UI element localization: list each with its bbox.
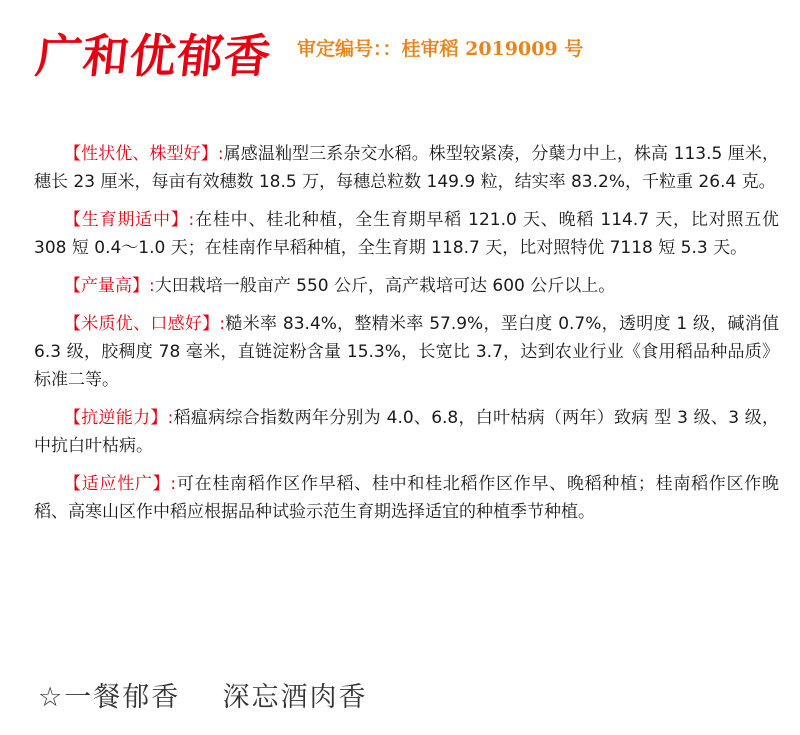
paragraph-growth-period	[34, 206, 779, 262]
paragraph-heading: 【抗逆能力】:	[64, 408, 174, 428]
paragraph-resistance	[34, 404, 779, 460]
paragraph-text: 属感温籼型三系杂交水稻。株型较紧凑，分蘖力中上，株高 113.5 厘米，穗长 23 厘米，每亩有效穗数 18.5 万，每穗总粒数 149.9 粒，结实率 83.2%，千粒重 26.4 克。	[34, 144, 779, 192]
paragraph-yield	[34, 272, 779, 300]
paragraph-heading: 【生育期适中】:	[64, 210, 195, 230]
paragraph-text: 大田栽培一般亩产 550 公斤，高产栽培可达 600 公斤以上。	[154, 276, 616, 296]
paragraph-text: 可在桂南稻作区作早稻、桂中和桂北稻作区作早、晚稻种植；桂南稻作区作晚稻、高寒山区作中稻应根据品种试验示范生育期选择适宜的种植季节种植。	[34, 474, 779, 522]
paragraph-adaptability	[34, 470, 779, 526]
product-title: 广和优郁香	[33, 29, 274, 83]
slogan: ☆一餐郁香 深忘酒肉香	[38, 682, 368, 713]
paragraph-heading: 【米质优、口感好】:	[64, 314, 226, 334]
paragraph-text: 糙米率 83.4%，整精米率 57.9%，垩白度 0.7%，透明度 1 级，碱消值 6.3 级，胶稠度 78 毫米，直链淀粉含量 15.3%，长宽比 3.7，达到农业行业《食用稻品种品质》标准二等。	[34, 314, 779, 390]
paragraph-text: 在桂中、桂北种植，全生育期早稻 121.0 天、晚稻 114.7 天，比对照五优 308 短 0.4～1.0 天；在桂南作早稻种植，全生育期 118.7 天，比对照特优 7118 短 5.3 天。	[34, 210, 779, 258]
approval-number: 审定编号：：桂审稻 2019009 号	[297, 38, 584, 60]
paragraph-traits	[34, 140, 779, 196]
paragraph-heading: 【适应性广】:	[64, 474, 177, 494]
paragraph-heading: 【性状优、株型好】:	[64, 144, 224, 164]
paragraph-text: 稻瘟病综合指数两年分别为 4.0、6.8，白叶枯病（两年）致病 型 3 级、3 级，中抗白叶枯病。	[34, 408, 779, 456]
paragraph-heading: 【产量高】:	[64, 276, 155, 296]
paragraph-quality	[34, 310, 779, 394]
description-body	[34, 140, 779, 536]
header	[33, 28, 780, 88]
